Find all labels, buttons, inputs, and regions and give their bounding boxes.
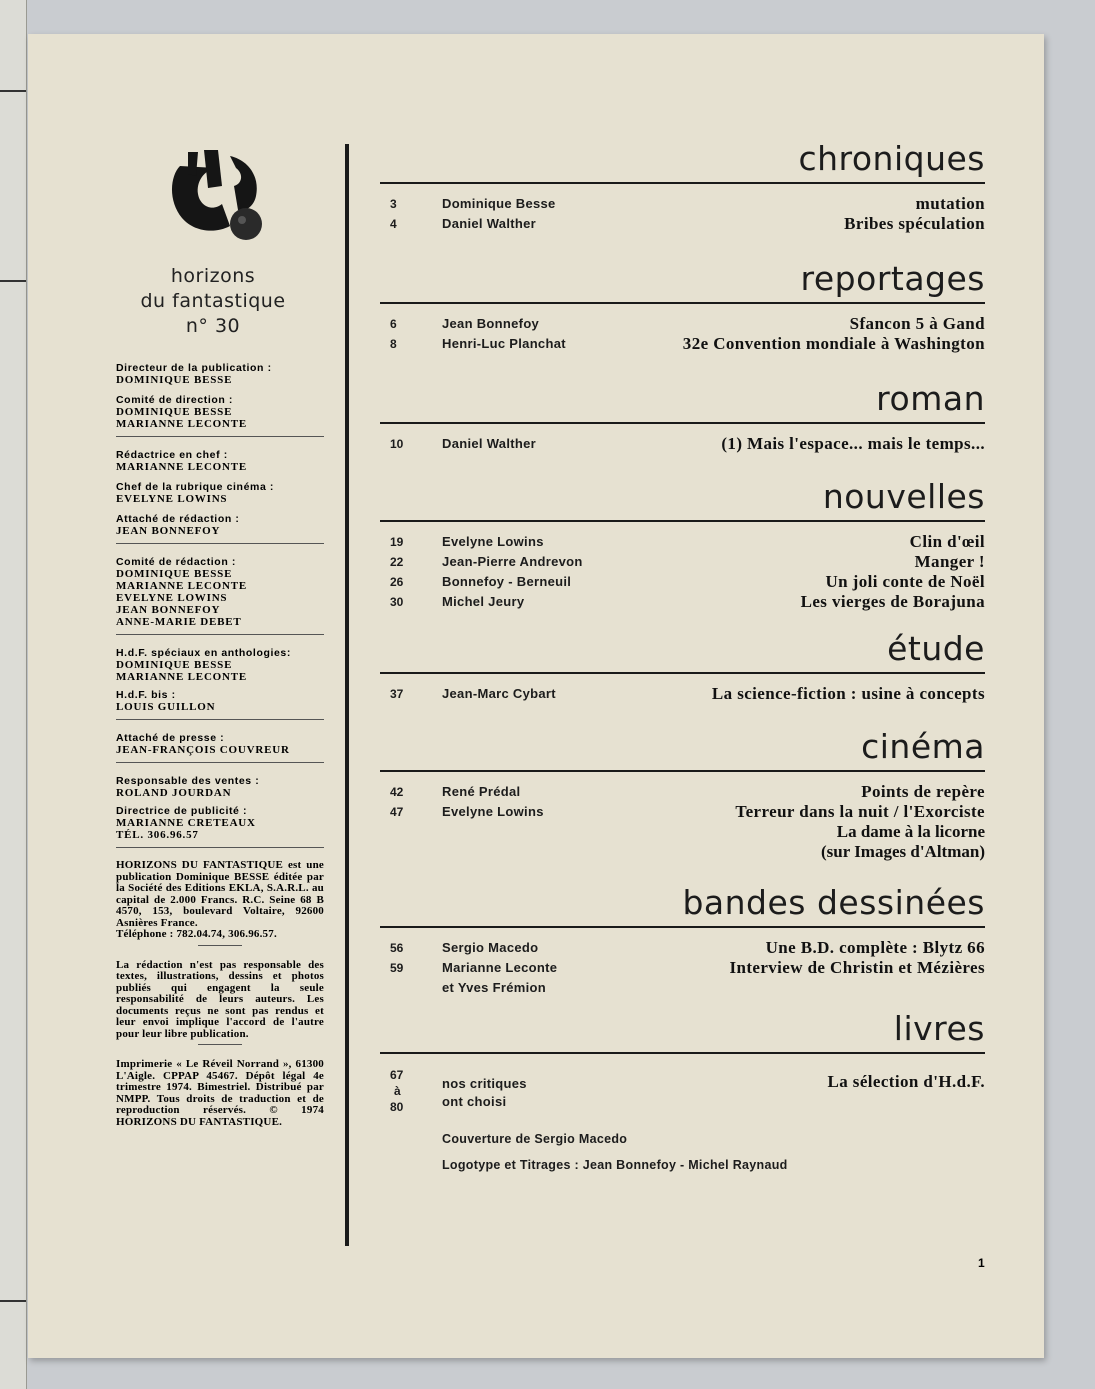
- section-cinema: [380, 724, 985, 862]
- toc-author: ont choisi: [442, 1094, 507, 1109]
- publisher-note: HORIZONS DU FANTASTIQUE est une publication Dominique BESSE éditée par la Société des Editions EKLA, S.A.R.L. au capital de 2.000 Francs. R.C. Seine 68 B 4570, 153, boulevard Voltaire, 92600 Asnières France.: [116, 859, 324, 929]
- toc-entry-cont: [380, 978, 985, 998]
- toc-author: Evelyne Lowins: [442, 534, 544, 549]
- toc-page: 80: [390, 1100, 404, 1114]
- credits-block-redaction: [116, 449, 324, 544]
- printer-info: Imprimerie « Le Réveil Norrand », 61300 L'Aigle. CPPAP 45467. Dépôt légal 4e trimestre 1974. Bimestriel. Distribué par NMPP. Tous droits de traduction et de reproduction réservés. © 1974 HORIZONS DU FANTASTIQUE.: [116, 1058, 324, 1128]
- credit-label: Directrice de publicité :: [116, 805, 248, 817]
- credit-label: Attaché de rédaction :: [116, 513, 240, 525]
- logo-credit: Logotype et Titrages : Jean Bonnefoy - Michel Raynaud: [442, 1158, 788, 1172]
- section-heading: livres: [893, 1009, 985, 1048]
- credit-name: DOMINIQUE BESSE: [116, 659, 233, 671]
- credit-name: ANNE-MARIE DEBET: [116, 616, 242, 628]
- toc-author: Michel Jeury: [442, 594, 525, 609]
- toc-title: Un joli conte de Noël: [825, 572, 985, 591]
- toc-entry: [380, 434, 985, 454]
- toc-author: Marianne Leconte: [442, 960, 558, 975]
- page-number: 1: [978, 1256, 985, 1270]
- section-heading: bandes dessinées: [682, 883, 985, 922]
- section-bandes-dessinees: [380, 880, 985, 998]
- credits-block-presse: [116, 732, 324, 763]
- toc-title: La science-fiction : usine à concepts: [711, 684, 985, 703]
- section-heading: nouvelles: [822, 477, 985, 516]
- section-roman: [380, 376, 985, 454]
- section-heading: cinéma: [861, 727, 985, 766]
- toc-entry: [380, 938, 985, 958]
- toc-author: Jean-Pierre Andrevon: [442, 554, 583, 569]
- toc-author: et Yves Frémion: [442, 980, 546, 995]
- toc-entry: [380, 334, 985, 354]
- credits-sidebar: [116, 360, 324, 1128]
- credit-name: TÉL. 306.96.57: [116, 829, 199, 841]
- credit-name: JEAN BONNEFOY: [116, 525, 221, 537]
- toc-page: 3: [390, 197, 397, 211]
- credit-name: MARIANNE LECONTE: [116, 580, 248, 592]
- table-of-contents: [380, 136, 985, 1172]
- toc-author: René Prédal: [442, 784, 521, 799]
- toc-author: Dominique Besse: [442, 196, 556, 211]
- credit-label: Attaché de presse :: [116, 732, 225, 744]
- toc-title: Manger !: [914, 552, 985, 571]
- toc-author: Jean Bonnefoy: [442, 316, 540, 331]
- credit-label: Directeur de la publication :: [116, 362, 272, 374]
- toc-page: à: [394, 1084, 401, 1098]
- section-heading: roman: [876, 379, 985, 418]
- credit-label: H.d.F. bis :: [116, 689, 176, 701]
- credit-name: MARIANNE LECONTE: [116, 418, 248, 430]
- toc-title: Points de repère: [861, 782, 985, 801]
- credit-name: EVELYNE LOWINS: [116, 592, 228, 604]
- credits-block-ventes: [116, 775, 324, 848]
- toc-entry: [380, 314, 985, 334]
- toc-entry: [380, 194, 985, 214]
- toc-entry: [380, 572, 985, 592]
- section-chroniques: [380, 136, 985, 234]
- credit-name: JEAN BONNEFOY: [116, 604, 221, 616]
- toc-page: 26: [390, 575, 404, 589]
- credit-label: Comité de rédaction :: [116, 556, 236, 568]
- section-heading: reportages: [800, 259, 985, 298]
- toc-entry: [380, 1064, 985, 1118]
- toc-title: Clin d'œil: [909, 532, 985, 551]
- credit-label: Chef de la rubrique cinéma :: [116, 481, 274, 493]
- toc-page: 19: [390, 535, 404, 549]
- cover-credit: Couverture de Sergio Macedo: [442, 1132, 628, 1146]
- toc-page: 37: [390, 687, 404, 701]
- section-livres: [380, 1006, 985, 1172]
- toc-entry: [380, 214, 985, 234]
- credit-label: Rédactrice en chef :: [116, 449, 228, 461]
- toc-author: Jean-Marc Cybart: [442, 686, 556, 701]
- toc-page: 22: [390, 555, 404, 569]
- toc-entry: [380, 592, 985, 612]
- toc-title: Terreur dans la nuit / l'Exorciste: [735, 802, 985, 821]
- credit-name: MARIANNE CRETEAUX: [116, 817, 256, 829]
- credit-name: ROLAND JOURDAN: [116, 787, 232, 799]
- toc-entry: [380, 552, 985, 572]
- toc-author: Bonnefoy - Berneuil: [442, 574, 572, 589]
- credit-name: DOMINIQUE BESSE: [116, 374, 233, 386]
- credit-name: LOUIS GUILLON: [116, 701, 216, 713]
- disclaimer: La rédaction n'est pas responsable des textes, illustrations, dessins et photos publiés qui engagent la seule responsabilité de leurs auteurs. Les documents reçus ne sont pas rendus et leur envoi implique l'accord de l'autre pour leur libre publication.: [116, 958, 324, 1040]
- toc-entry: [380, 958, 985, 978]
- hdf-logo-icon: [160, 146, 270, 244]
- toc-page: 6: [390, 317, 397, 331]
- magazine-title-line2: du fantastique: [140, 290, 286, 312]
- toc-page: 4: [390, 217, 397, 231]
- section-reportages: [380, 256, 985, 354]
- credits-block-hdf: [116, 647, 324, 720]
- magazine-title: [138, 264, 288, 339]
- toc-page: 8: [390, 337, 397, 351]
- toc-page: 42: [390, 785, 404, 799]
- toc-title: Les vierges de Borajuna: [800, 592, 985, 611]
- toc-title-extra: La dame à la licorne: [836, 822, 985, 841]
- credit-name: EVELYNE LOWINS: [116, 493, 228, 505]
- toc-title-extra: (sur Images d'Altman): [820, 842, 985, 861]
- credit-name: MARIANNE LECONTE: [116, 461, 248, 473]
- toc-title: Sfancon 5 à Gand: [849, 314, 985, 333]
- credit-label: Responsable des ventes :: [116, 775, 260, 787]
- credits-block-comite: [116, 556, 324, 635]
- toc-page: 56: [390, 941, 404, 955]
- toc-author: Daniel Walther: [442, 216, 537, 231]
- publisher-phone: Téléphone : 782.04.74, 306.96.57.: [116, 928, 277, 940]
- toc-author: Sergio Macedo: [442, 940, 539, 955]
- toc-title: Interview de Christin et Mézières: [729, 958, 985, 977]
- credit-name: JEAN-FRANÇOIS COUVREUR: [116, 744, 290, 756]
- toc-title: La sélection d'H.d.F.: [827, 1072, 985, 1091]
- toc-entry: [380, 684, 985, 704]
- toc-entry: [380, 802, 985, 822]
- magazine-title-line1: horizons: [170, 265, 256, 287]
- credit-name: DOMINIQUE BESSE: [116, 568, 233, 580]
- credit-name: DOMINIQUE BESSE: [116, 406, 233, 418]
- toc-author: Evelyne Lowins: [442, 804, 544, 819]
- section-heading: chroniques: [798, 139, 985, 178]
- toc-title: 32e Convention mondiale à Washington: [682, 334, 985, 353]
- toc-author: Daniel Walther: [442, 436, 537, 451]
- section-nouvelles: [380, 474, 985, 612]
- credit-name: MARIANNE LECONTE: [116, 671, 248, 683]
- toc-title: Une B.D. complète : Blytz 66: [765, 938, 985, 957]
- toc-author: nos critiques: [442, 1076, 527, 1091]
- column-divider: [345, 144, 349, 1246]
- toc-page: 59: [390, 961, 404, 975]
- magazine-spine: [0, 0, 27, 1389]
- toc-page: 30: [390, 595, 404, 609]
- issue-number: n° 30: [185, 315, 241, 337]
- section-heading: étude: [887, 629, 985, 668]
- section-etude: [380, 626, 985, 704]
- toc-page: 67: [390, 1068, 404, 1082]
- toc-author: Henri-Luc Planchat: [442, 336, 566, 351]
- toc-title: mutation: [915, 194, 985, 213]
- toc-entry: [380, 782, 985, 802]
- toc-entry: [380, 532, 985, 552]
- magazine-page: [28, 34, 1044, 1358]
- credits-block-direction: [116, 362, 324, 437]
- credit-label: H.d.F. spéciaux en anthologies:: [116, 647, 291, 659]
- toc-title: (1) Mais l'espace... mais le temps...: [721, 434, 985, 453]
- toc-page: 10: [390, 437, 404, 451]
- toc-title: Bribes spéculation: [844, 214, 985, 233]
- credit-label: Comité de direction :: [116, 394, 234, 406]
- toc-page: 47: [390, 805, 404, 819]
